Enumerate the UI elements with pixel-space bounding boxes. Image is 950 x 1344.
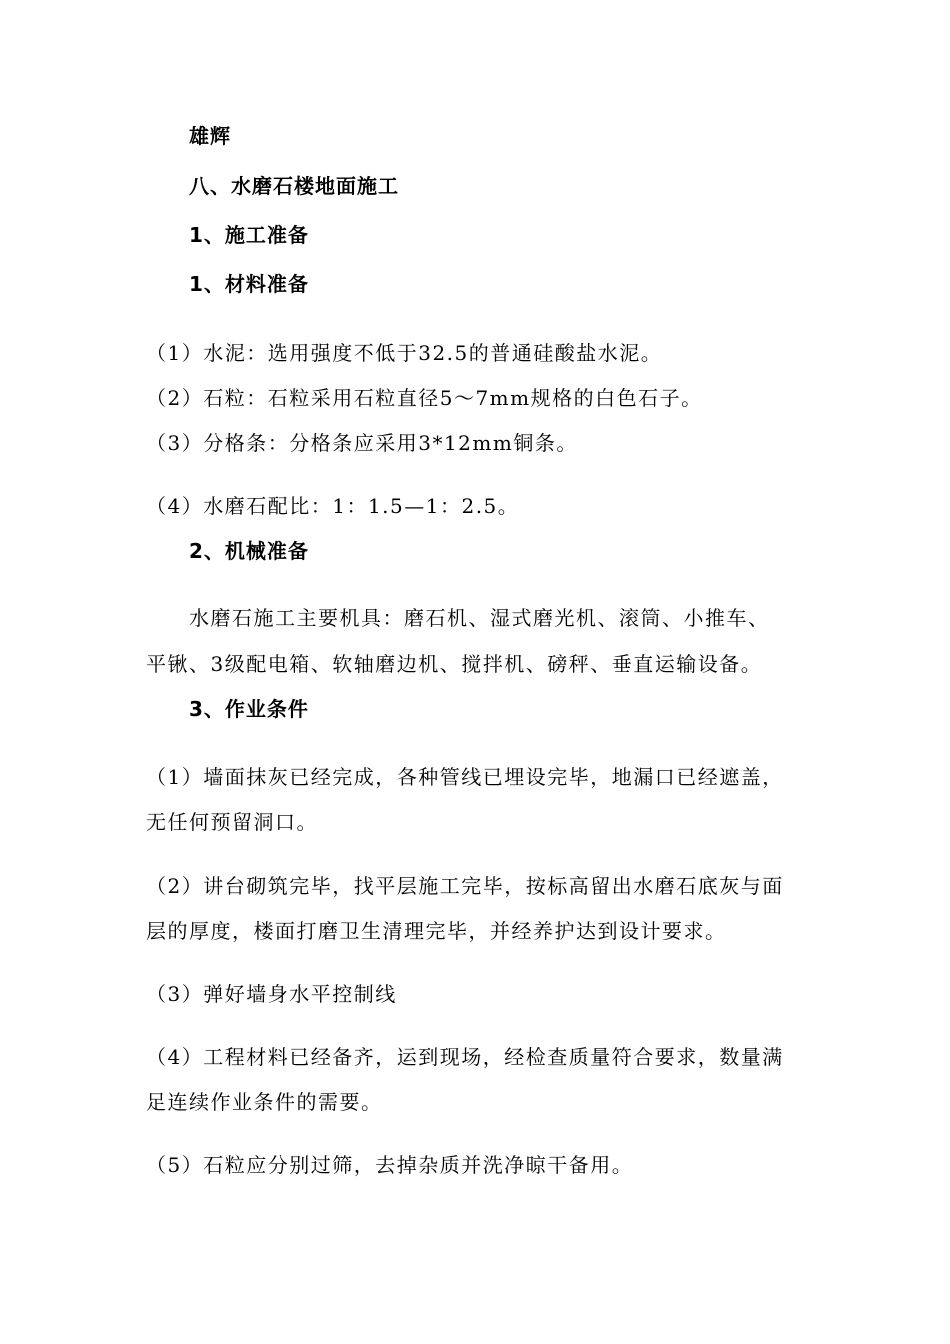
paragraph-line: （5）石粒应分别过筛，去掉杂质并洗净晾干备用。 (146, 1153, 634, 1177)
paragraph-line: 平锹、3级配电箱、软轴磨边机、搅拌机、磅秤、垂直运输设备。 (146, 652, 763, 676)
paragraph-line: 水磨石施工主要机具：磨石机、湿式磨光机、滚筒、小推车、 (189, 606, 770, 630)
paragraph-line: （1）墙面抹灰已经完成，各种管线已埋设完毕，地漏口已经遮盖， (146, 765, 784, 789)
paragraph-line: （4）水磨石配比：1：1.5—1：2.5。 (146, 494, 520, 518)
subsection-heading: 1、材料准备 (189, 272, 309, 296)
section-heading: 八、水磨石楼地面施工 (189, 174, 399, 198)
subsection-heading: 2、机械准备 (189, 539, 309, 563)
subsection-heading: 3、作业条件 (189, 697, 309, 721)
paragraph-line: （3）分格条：分格条应采用3*12mm铜条。 (146, 431, 578, 455)
paragraph-line: （1）水泥：选用强度不低于32.5的普通硅酸盐水泥。 (146, 341, 663, 365)
subsection-heading: 1、施工准备 (189, 223, 309, 247)
paragraph-line: （4）工程材料已经备齐，运到现场，经检查质量符合要求，数量满 (146, 1045, 784, 1069)
paragraph-line: （3）弹好墙身水平控制线 (146, 982, 397, 1006)
paragraph-line: （2）石粒：石粒采用石粒直径5～7mm规格的白色石子。 (146, 386, 703, 410)
author-name: 雄辉 (189, 124, 231, 148)
paragraph-line: 无任何预留洞口。 (146, 810, 318, 834)
paragraph-line: 层的厚度，楼面打磨卫生清理完毕，并经养护达到设计要求。 (146, 919, 727, 943)
paragraph-line: （2）讲台砌筑完毕，找平层施工完毕，按标高留出水磨石底灰与面 (146, 874, 784, 898)
paragraph-line: 足连续作业条件的需要。 (146, 1090, 383, 1114)
